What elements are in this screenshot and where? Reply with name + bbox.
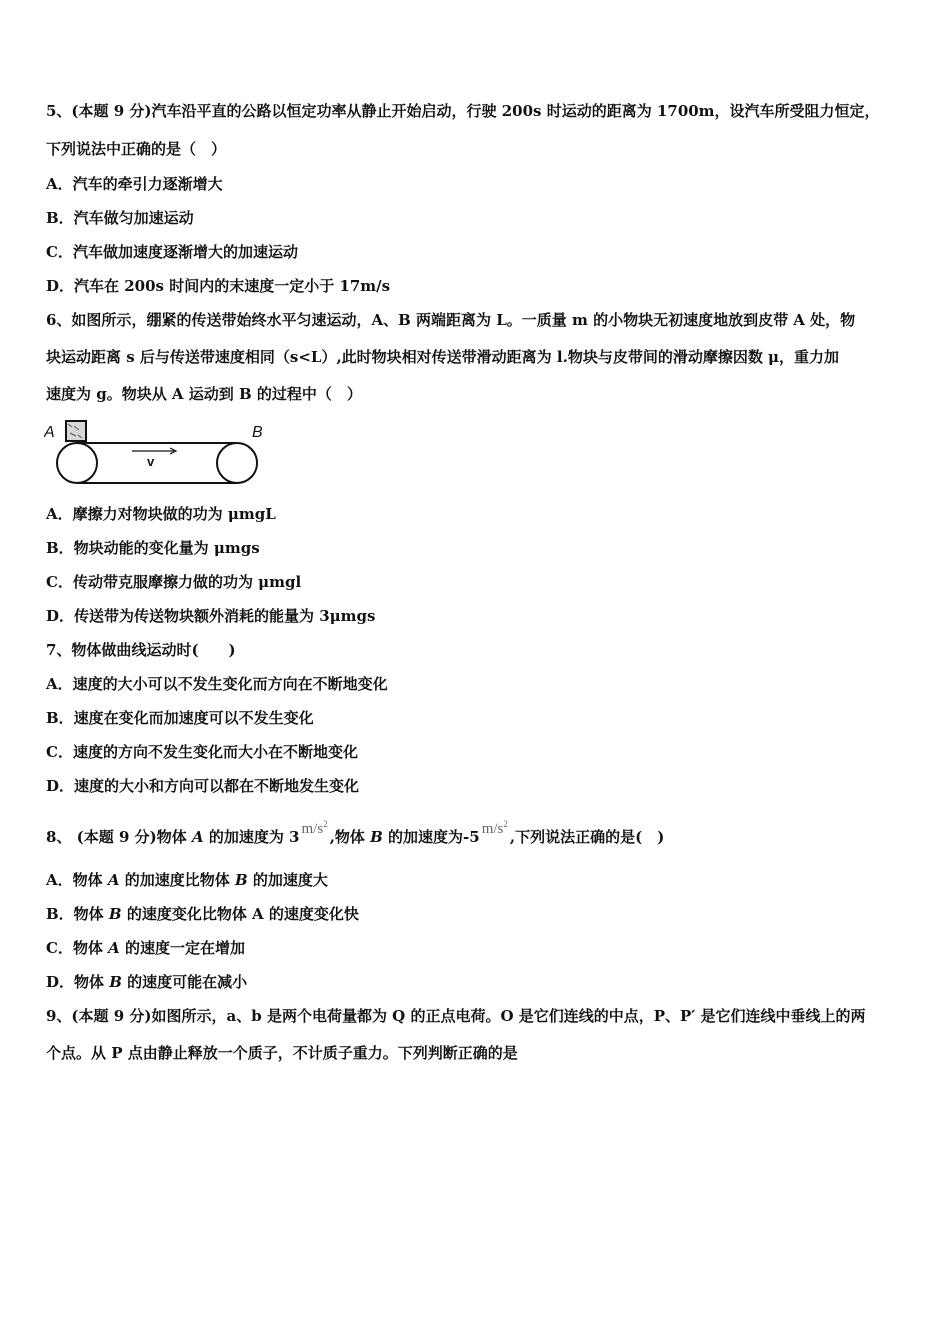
q8-option-b: B．物体 B 的速度变化比物体 A 的速度变化快 xyxy=(46,905,359,923)
q8-mid3: 的加速度为-5 xyxy=(382,828,480,846)
q7-stem: 7、物体做曲线运动时( ) xyxy=(46,641,236,659)
q8-var-b: B xyxy=(370,828,383,846)
figure-label-v: v xyxy=(147,454,155,469)
q8-stem xyxy=(46,819,665,848)
q8-suffix: ,下列说法正确的是( ) xyxy=(509,828,665,846)
q6-option-d: D．传送带为传送物块额外消耗的能量为 3μmgs xyxy=(46,607,376,625)
q7-option-d: D．速度的大小和方向可以都在不断地发生变化 xyxy=(46,777,360,795)
q7-option-c: C．速度的方向不发生变化而大小在不断地变化 xyxy=(46,743,358,761)
block-on-belt xyxy=(66,421,86,441)
q6-option-c: C．传动带克服摩擦力做的功为 μmgl xyxy=(46,573,302,591)
q8-unit-2: $m/s^2$ xyxy=(481,819,508,837)
left-pulley xyxy=(57,443,97,483)
q8-prefix: 8、 (本题 9 分)物体 xyxy=(46,828,192,846)
q9-stem-line2: 个点。从 P 点由静止释放一个质子，不计质子重力。下列判断正确的是 xyxy=(46,1044,518,1062)
q5-option-d: D．汽车在 200s 时间内的末速度一定小于 17m/s xyxy=(46,277,391,295)
q5-stem-line2: 下列说法中正确的是（ ） xyxy=(46,140,227,158)
q8-mid2: ,物体 xyxy=(329,828,371,846)
q6-option-a: A．摩擦力对物块做的功为 μmgL xyxy=(46,505,276,523)
q7-option-b: B．速度在变化而加速度可以不发生变化 xyxy=(46,709,314,727)
q8-var-a: A xyxy=(191,828,204,846)
q6-stem-line3: 速度为 g。物块从 A 运动到 B 的过程中（ ） xyxy=(46,385,362,403)
q5-option-c: C．汽车做加速度逐渐增大的加速运动 xyxy=(46,243,298,261)
figure-label-a: A xyxy=(44,424,55,441)
q5-option-b: B．汽车做匀加速运动 xyxy=(46,209,194,227)
q7-option-a: A．速度的大小可以不发生变化而方向在不断地变化 xyxy=(46,675,388,693)
q6-option-b: B．物块动能的变化量为 μmgs xyxy=(46,539,260,557)
q6-stem-line2: 块运动距离 s 后与传送带速度相同（s<L）,此时物块相对传送带滑动距离为 l.物块与皮带间的滑动摩擦因数 μ，重力加 xyxy=(46,348,840,366)
q5-stem-line1: 5、(本题 9 分)汽车沿平直的公路以恒定功率从静止开始启动，行驶 200s 时运动的距离为 1700m，设汽车所受阻力恒定， xyxy=(46,102,880,120)
q8-unit-1: $m/s^2$ xyxy=(301,819,328,837)
q6-stem-line1: 6、如图所示，绷紧的传送带始终水平匀速运动，A、B 两端距离为 L。一质量 m 的小物块无初速度地放到皮带 A 处，物 xyxy=(46,311,856,329)
q8-option-c: C．物体 A 的速度一定在增加 xyxy=(46,939,246,957)
conveyor-belt-figure xyxy=(44,418,266,486)
q8-option-a: A．物体 A 的加速度比物体 B 的加速度大 xyxy=(46,871,328,889)
q8-option-d: D．物体 B 的速度可能在减小 xyxy=(46,973,248,991)
q9-stem-line1: 9、(本题 9 分)如图所示，a、b 是两个电荷量都为 Q 的正点电荷。O 是它们连线的中点，P、P′ 是它们连线中垂线上的两 xyxy=(46,1007,866,1025)
q8-mid1: 的加速度为 3 xyxy=(203,828,300,846)
figure-label-b: B xyxy=(252,424,263,441)
right-pulley xyxy=(217,443,257,483)
q5-option-a: A．汽车的牵引力逐渐增大 xyxy=(46,175,223,193)
